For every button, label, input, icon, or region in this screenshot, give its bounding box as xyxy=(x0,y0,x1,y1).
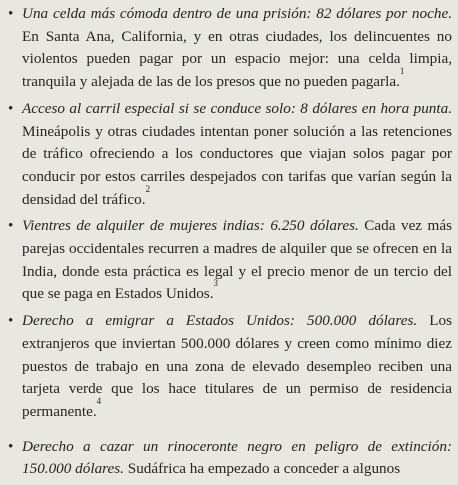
bullet-icon: • xyxy=(8,312,14,330)
bullet-icon: • xyxy=(8,5,14,22)
item-title: Acceso al carril especial si se conduce solo: 8 dólares en hora punta. xyxy=(22,99,452,117)
footnote-marker: 4 xyxy=(96,395,102,406)
footnote-marker: 1 xyxy=(399,66,405,77)
item-body: Cada vez más parejas occidentales recurren a madres de alquiler que se ofrecen en la India, donde esta práctica es legal y el precio menor de un tercio del que se paga en Estados Unidos. xyxy=(22,217,453,303)
item-title: Derecho a emigrar a Estados Unidos: 500.000 dólares. xyxy=(22,312,418,330)
item-title: Derecho a cazar un rinoceronte negro en peligro de extinción: 150.000 dólares. xyxy=(22,437,452,478)
bullet-icon: • xyxy=(8,99,14,117)
item-title: Una celda más cómoda dentro de una prisión: 82 dólares por noche. xyxy=(22,5,452,22)
item-body: Mineápolis y otras ciudades intentan poner solución a las retenciones de tráfico ofreciendo a los conductores que viajan solos pagar por conducir por estos carriles despejados con tarifas que varían según la densidad del tráfico. xyxy=(22,122,452,208)
list-item xyxy=(8,98,452,212)
item-body: En Santa Ana, California, y en otras ciudades, los delincuentes no violentos pueden pagar por un espacio mejor: una celda limpia, tranquila y alejada de las de los presos que no pueden pagarla. xyxy=(22,27,452,91)
footnote-marker: 3 xyxy=(213,278,218,289)
footnote-marker: 2 xyxy=(145,183,151,194)
item-title: Vientres de alquiler de mujeres indias: 6.250 dólares. xyxy=(22,217,359,235)
list-item xyxy=(8,215,452,306)
bullet-icon: • xyxy=(8,437,14,455)
list-item xyxy=(8,310,452,424)
list-item xyxy=(8,3,452,94)
bullet-icon: • xyxy=(8,217,14,235)
item-body: Sudáfrica ha empezado a conceder a algunos xyxy=(127,460,401,478)
item-body: Los extranjeros que inviertan 500.000 dólares y creen como mínimo diez puestos de trabajo en una zona de elevado desempleo reciben una tarjeta verde que los hace titulares de un permiso de residencia permanente. xyxy=(22,312,453,420)
price-list xyxy=(8,3,452,485)
list-item xyxy=(8,436,452,481)
